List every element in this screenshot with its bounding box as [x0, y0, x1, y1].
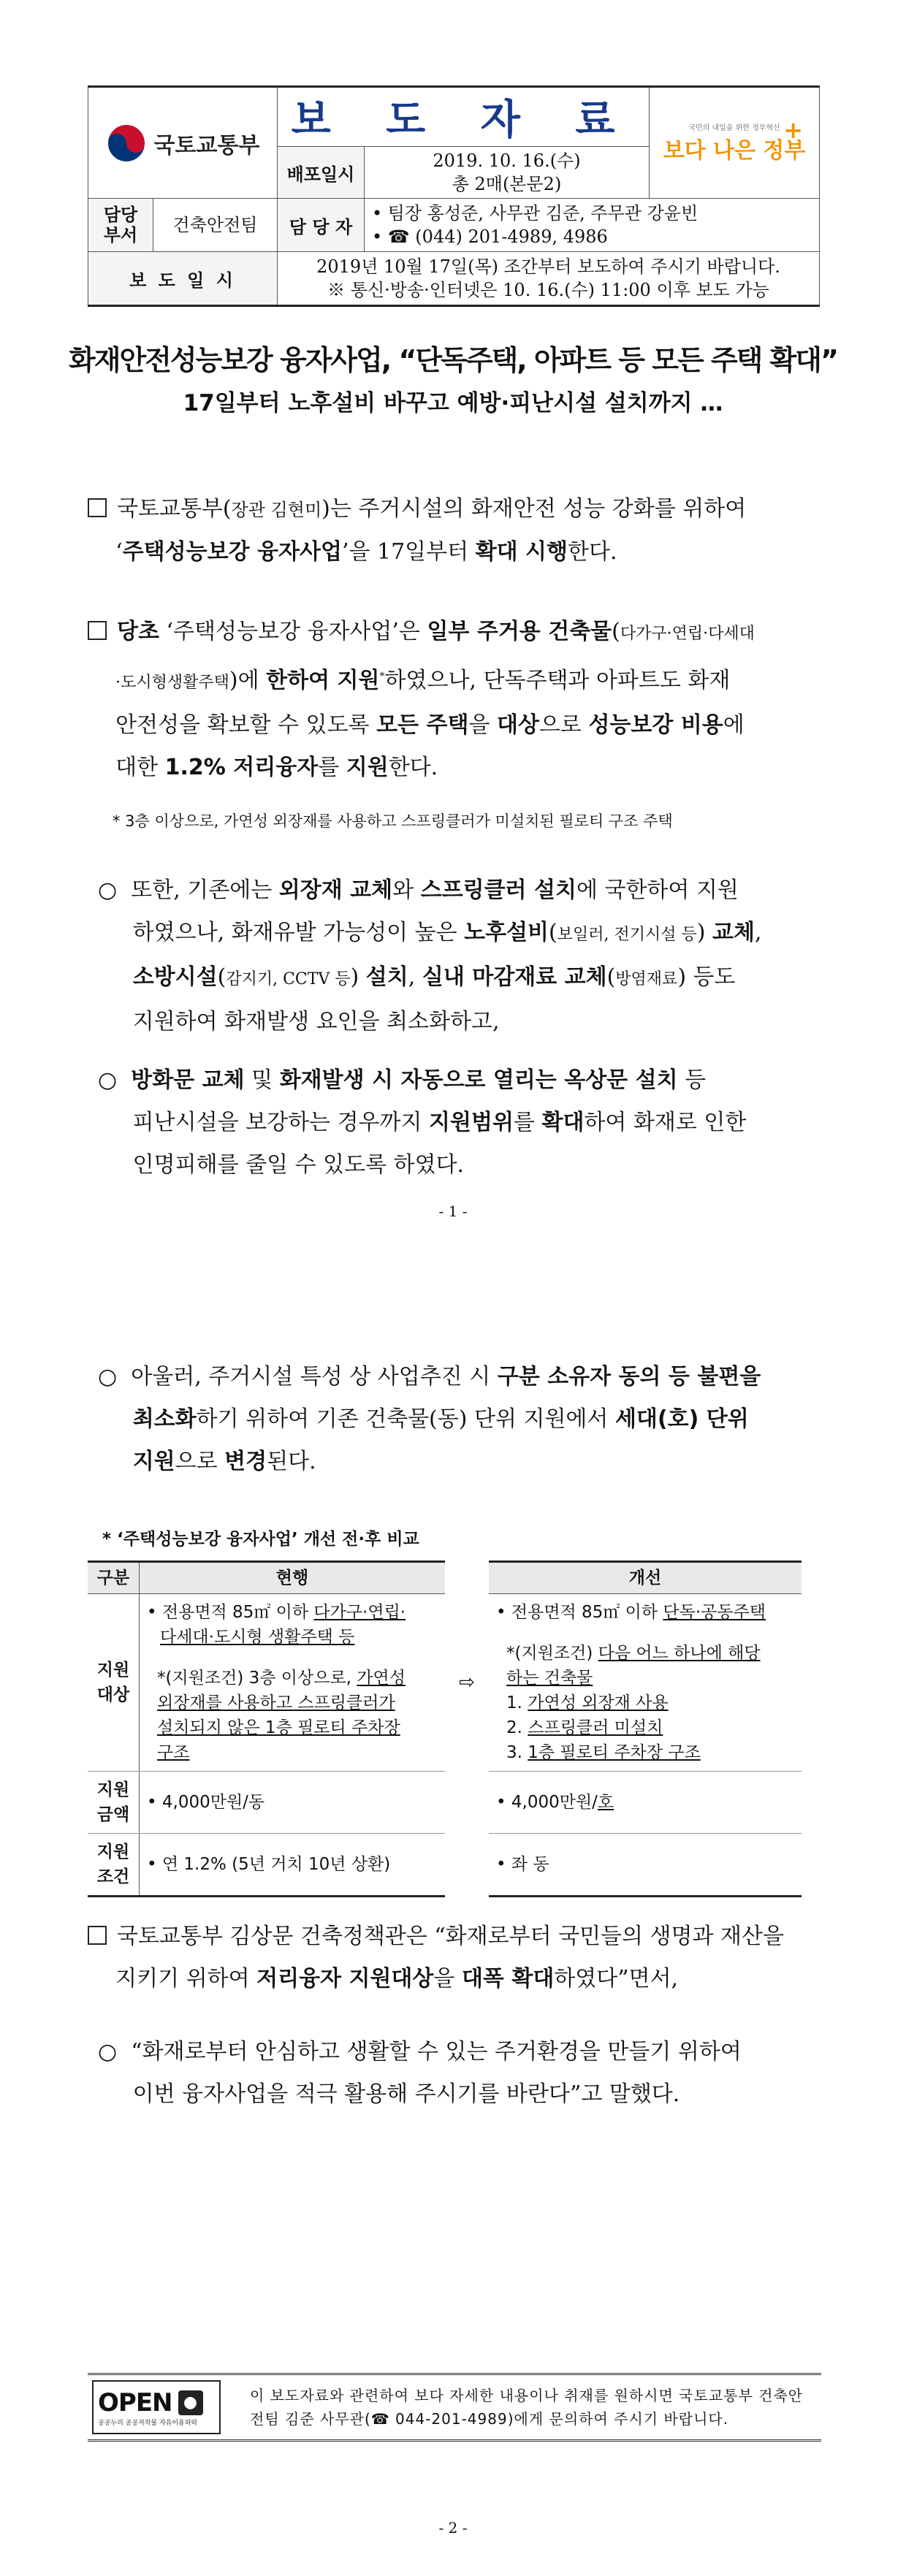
open-license-logo — [92, 2380, 221, 2434]
comparison-caption: * ‘주택성능보강 융자사업’ 개선 전·후 비교 — [102, 1530, 419, 1549]
condition-current: • 연 1.2% (5년 거치 10년 상환) — [140, 1834, 446, 1897]
paragraph-7: ○ “화재로부터 안심하고 생활할 수 있는 주거환경을 만들기 위하여 이번 융자사업을 적극 활용해 주시기를 바란다”고 말했다. — [98, 2039, 742, 2107]
dist-info — [365, 147, 650, 199]
dist-pages: 총 2매(본문2) — [452, 174, 562, 194]
ministry-logo-cell — [88, 87, 278, 199]
footnote-1: * 3층 이상으로, 가연성 외장재를 사용하고 스프링클러가 미설치된 필로티 구조 주택 — [113, 812, 673, 830]
release-label: 보 도 일 시 — [88, 252, 278, 306]
contact-line-1: • 팀장 홍성준, 사무관 김준, 주무관 강윤빈 — [372, 203, 698, 224]
amount-improved: • 4,000만원/호 — [489, 1772, 802, 1834]
footer-notice — [88, 2373, 821, 2442]
contact-info — [365, 199, 820, 252]
row-label-target: 지원 대상 — [88, 1594, 140, 1772]
paragraph-6: 국토교통부 김상문 건축정책관은 “화재로부터 국민들의 생명과 재산을 지키기 위하여 저리융자 지원대상을 대폭 확대하였다”면서, — [88, 1924, 784, 1992]
checkbox-square-icon — [88, 498, 107, 517]
person-icon: ● — [178, 2390, 203, 2415]
press-release-title: 보 도 자 료 — [278, 87, 650, 147]
comparison-table — [88, 1561, 802, 1897]
dept-label: 담당 부서 — [88, 199, 153, 251]
release-line-1: 2019년 10월 17일(목) 조간부터 보도하여 주시기 바랍니다. — [316, 256, 780, 277]
slogan-label: 보다 나은 정부 — [663, 138, 806, 164]
slogan-small: 국민의 내일을 위한 정부혁신 — [688, 124, 780, 132]
subheadline: 17일부터 노후설비 바꾸고 예방·피난시설 설치까지 … — [183, 390, 723, 416]
col-improved: 개선 — [489, 1562, 802, 1594]
page-number-1: - 1 - — [438, 1203, 468, 1220]
header-table — [88, 85, 820, 307]
release-line-2: ※ 통신·방송·인터넷은 10. 16.(수) 11:00 이후 보도 가능 — [327, 280, 769, 300]
condition-improved: • 좌 동 — [489, 1834, 802, 1897]
checkbox-square-icon — [88, 621, 107, 640]
target-current: • 전용면적 85㎡ 이하 다가구·연립· 다세대·도시형 생활주택 등 *(지원조건) 3층 이상으로, 가연성 외장재를 사용하고 스프링클러가 설치되지 않은 1층 필로티 주차장 구조 — [140, 1594, 446, 1772]
checkbox-square-icon — [88, 1926, 107, 1945]
row-label-amount: 지원 금액 — [88, 1772, 140, 1834]
footer-text: 이 보도자료와 관련하여 보다 자세한 내용이나 취재를 원하시면 국토교통부 건축안전팀 김준 사무관(☎ 044-201-4989)에게 문의하여 주시기 바랍니다. — [250, 2387, 804, 2428]
open-logo-subtext: 공공누리 공공저작물 자유이용허락 — [98, 2419, 198, 2427]
plus-icon: + — [783, 116, 803, 144]
amount-current: • 4,000만원/동 — [140, 1772, 446, 1834]
paragraph-5: ○ 아울러, 주거시설 특성 상 사업추진 시 구분 소유자 동의 등 불편을 최소화하기 위하여 기존 건축물(동) 단위 지원에서 세대(호) 단위 지원으로 변경된다. — [98, 1364, 761, 1474]
release-info — [278, 252, 820, 306]
target-improved: • 전용면적 85㎡ 이하 단독·공동주택 *(지원조건) 다음 어느 하나에 해당 하는 건축물 1. 가연성 외장재 사용 2. 스프링클러 미설치 3. 1층 필로티 주차장 구조 — [489, 1594, 802, 1772]
ministry-name: 국토교통부 — [153, 132, 260, 159]
paragraph-2: 당초 ‘주택성능보강 융자사업’은 일부 주거용 건축물(다가구·연립·다세대 ·도시형생활주택)에 한하여 지원*하였으나, 단독주택과 아파트도 화재 안전성을 확보할 수 있도록 모든 주택을 대상으로 성능보강 비용에 대한 1.2% 저리융자를 지원한다. — [88, 619, 755, 780]
paragraph-3: ○ 또한, 기존에는 외장재 교체와 스프링클러 설치에 국한하여 지원 하였으나, 화재유발 가능성이 높은 노후설비(보일러, 전기시설 등) 교체, 소방시설(감지기, CCTV 등) 설치, 실내 마감재료 교체(방염재료) 등도 지원하여 화재발생 요인을 최소화하고, — [98, 877, 762, 1034]
dept-name: 건축안전팀 — [172, 215, 258, 235]
open-logo-text: OPEN — [98, 2388, 172, 2417]
contact-line-2: • ☎ (044) 201-4989, 4986 — [372, 226, 608, 247]
page-number-2: - 2 - — [438, 2519, 468, 2537]
col-label: 구분 — [88, 1562, 140, 1594]
dist-date: 2019. 10. 16.(수) — [433, 150, 581, 171]
dept-row — [88, 199, 278, 252]
taeguk-logo-icon — [106, 123, 147, 164]
headline: 화재안전성능보강 융자사업, “단독주택, 아파트 등 모든 주택 확대” — [69, 344, 837, 376]
slogan-cell — [650, 87, 820, 199]
row-label-condition: 지원 조건 — [88, 1834, 140, 1897]
col-current: 현행 — [140, 1562, 446, 1594]
dist-label: 배포일시 — [278, 147, 365, 199]
paragraph-4: ○ 방화문 교체 및 화재발생 시 자동으로 열리는 옥상문 설치 등 피난시설을 보강하는 경우까지 지원범위를 확대하여 화재로 인한 인명피해를 줄일 수 있도록 하였다. — [98, 1067, 747, 1178]
paragraph-1: 국토교통부(장관 김현미)는 주거시설의 화재안전 성능 강화를 위하여 ‘주택성능보강 융자사업’을 17일부터 확대 시행한다. — [88, 496, 747, 565]
contact-label: 담 당 자 — [278, 199, 365, 252]
arrow-right-icon: ⇨ — [459, 1672, 475, 1693]
